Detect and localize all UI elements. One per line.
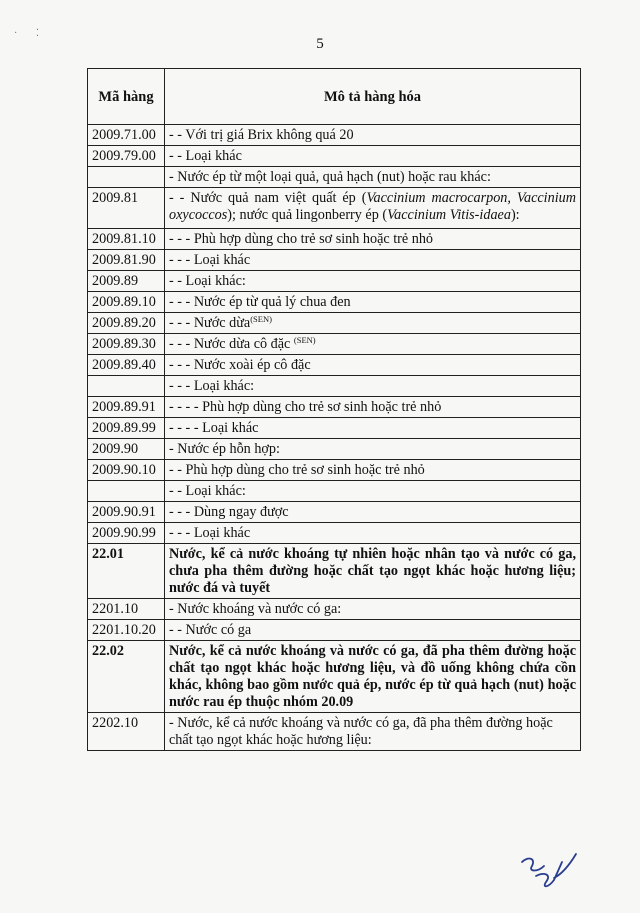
- table-row: [88, 460, 581, 481]
- page-number: 5: [316, 36, 324, 52]
- goods-description: - - - Loại khác: [165, 250, 581, 271]
- goods-description: [165, 313, 581, 334]
- goods-description: - - Loại khác:: [165, 481, 581, 502]
- hs-code: 2009.81.90: [88, 250, 165, 271]
- goods-description: - Nước ép hỗn hợp:: [165, 439, 581, 460]
- hs-heading-code: 22.02: [88, 641, 165, 713]
- hs-code: 2009.89.20: [88, 313, 165, 334]
- goods-description: - Nước, kể cả nước khoáng và nước có ga, đã pha thêm đường hoặc chất tạo ngọt khác hoặc hương liệu:: [165, 713, 581, 751]
- sen-marker: (SEN): [293, 335, 316, 345]
- latin-name: Vaccinium Vitis-idaea: [387, 207, 511, 223]
- goods-description: - - - Nước ép từ quả lý chua đen: [165, 292, 581, 313]
- table-row: [88, 713, 581, 751]
- table-row: [88, 620, 581, 641]
- table-row: [88, 334, 581, 355]
- table-row: [88, 523, 581, 544]
- hs-code: 2009.89.30: [88, 334, 165, 355]
- table-row: [88, 502, 581, 523]
- table-row: [88, 376, 581, 397]
- hs-code: 2009.89.10: [88, 292, 165, 313]
- table-row: [88, 397, 581, 418]
- header-code: Mã hàng: [88, 69, 165, 125]
- goods-description: - - Nước có ga: [165, 620, 581, 641]
- goods-description: - - - - Loại khác: [165, 418, 581, 439]
- hs-code: [88, 376, 165, 397]
- table-header-row: [88, 69, 581, 125]
- scan-marks: · ⁚: [14, 28, 48, 39]
- goods-description: - - Loại khác:: [165, 271, 581, 292]
- header-description: Mô tả hàng hóa: [165, 69, 581, 125]
- goods-description: [165, 334, 581, 355]
- description-text: - - - Nước dừa: [169, 315, 251, 331]
- hs-code: 2009.89.40: [88, 355, 165, 376]
- description-text: - - - Nước dừa cô đặc: [169, 336, 294, 352]
- heading-description: Nước, kể cả nước khoáng và nước có ga, đã pha thêm đường hoặc chất tạo ngọt khác hoặc hương liệu, và đồ uống không chứa cồn khác, không bao gồm nước quả ép, nước ép từ quả hạch (nut) hoặc nước rau ép thuộc nhóm 20.09: [165, 641, 581, 713]
- hs-code: 2009.90.99: [88, 523, 165, 544]
- goods-description: - - Với trị giá Brix không quá 20: [165, 125, 581, 146]
- table-row: [88, 271, 581, 292]
- hs-code: 2009.81.10: [88, 229, 165, 250]
- table-row: [88, 313, 581, 334]
- hs-code: 2009.89.99: [88, 418, 165, 439]
- goods-description: - - - Nước xoài ép cô đặc: [165, 355, 581, 376]
- hs-code: [88, 481, 165, 502]
- description-text: - - Nước quả nam việt quất ép (: [169, 190, 367, 206]
- hs-code: 2009.79.00: [88, 146, 165, 167]
- hs-code: 2009.90.91: [88, 502, 165, 523]
- table-row: [88, 481, 581, 502]
- hs-code: 2202.10: [88, 713, 165, 751]
- goods-description: - Nước khoáng và nước có ga:: [165, 599, 581, 620]
- goods-description: - - - Loại khác:: [165, 376, 581, 397]
- table-row: [88, 641, 581, 713]
- table-row: [88, 167, 581, 188]
- goods-description: - - - Loại khác: [165, 523, 581, 544]
- goods-description: - Nước ép từ một loại quả, quả hạch (nut) hoặc rau khác:: [165, 167, 581, 188]
- goods-description: - - Loại khác: [165, 146, 581, 167]
- hs-code: 2009.89.91: [88, 397, 165, 418]
- goods-description: [165, 188, 581, 229]
- hs-code: 2009.81: [88, 188, 165, 229]
- hs-code: [88, 167, 165, 188]
- hs-code: 2201.10.20: [88, 620, 165, 641]
- table-row: [88, 544, 581, 599]
- description-text: ); nước quả lingonberry ép (: [227, 207, 388, 223]
- table-row: [88, 355, 581, 376]
- hs-code: 2009.90.10: [88, 460, 165, 481]
- table-row: [88, 292, 581, 313]
- table-row: [88, 125, 581, 146]
- goods-description: - - Phù hợp dùng cho trẻ sơ sinh hoặc trẻ nhỏ: [165, 460, 581, 481]
- tariff-table: [87, 68, 581, 751]
- hs-code: 2009.89: [88, 271, 165, 292]
- description-text: ):: [510, 207, 520, 223]
- goods-description: - - - Phù hợp dùng cho trẻ sơ sinh hoặc trẻ nhỏ: [165, 229, 581, 250]
- goods-description: - - - Dùng ngay được: [165, 502, 581, 523]
- table-row: [88, 229, 581, 250]
- goods-description: - - - - Phù hợp dùng cho trẻ sơ sinh hoặc trẻ nhỏ: [165, 397, 581, 418]
- heading-description: Nước, kể cả nước khoáng tự nhiên hoặc nhân tạo và nước có ga, chưa pha thêm đường hoặc chất tạo ngọt khác hoặc hương liệu; nước đá và tuyết: [165, 544, 581, 599]
- table-row: [88, 188, 581, 229]
- table-row: [88, 146, 581, 167]
- handwritten-signature: [518, 848, 580, 892]
- hs-code: 2009.71.00: [88, 125, 165, 146]
- table-row: [88, 418, 581, 439]
- hs-code: 2201.10: [88, 599, 165, 620]
- table-row: [88, 439, 581, 460]
- table-row: [88, 250, 581, 271]
- hs-code: 2009.90: [88, 439, 165, 460]
- hs-heading-code: 22.01: [88, 544, 165, 599]
- sen-marker: (SEN): [250, 314, 272, 324]
- latin-name: Vaccinium macrocarpon, Vaccinium oxycoccos: [169, 190, 576, 223]
- table-row: [88, 599, 581, 620]
